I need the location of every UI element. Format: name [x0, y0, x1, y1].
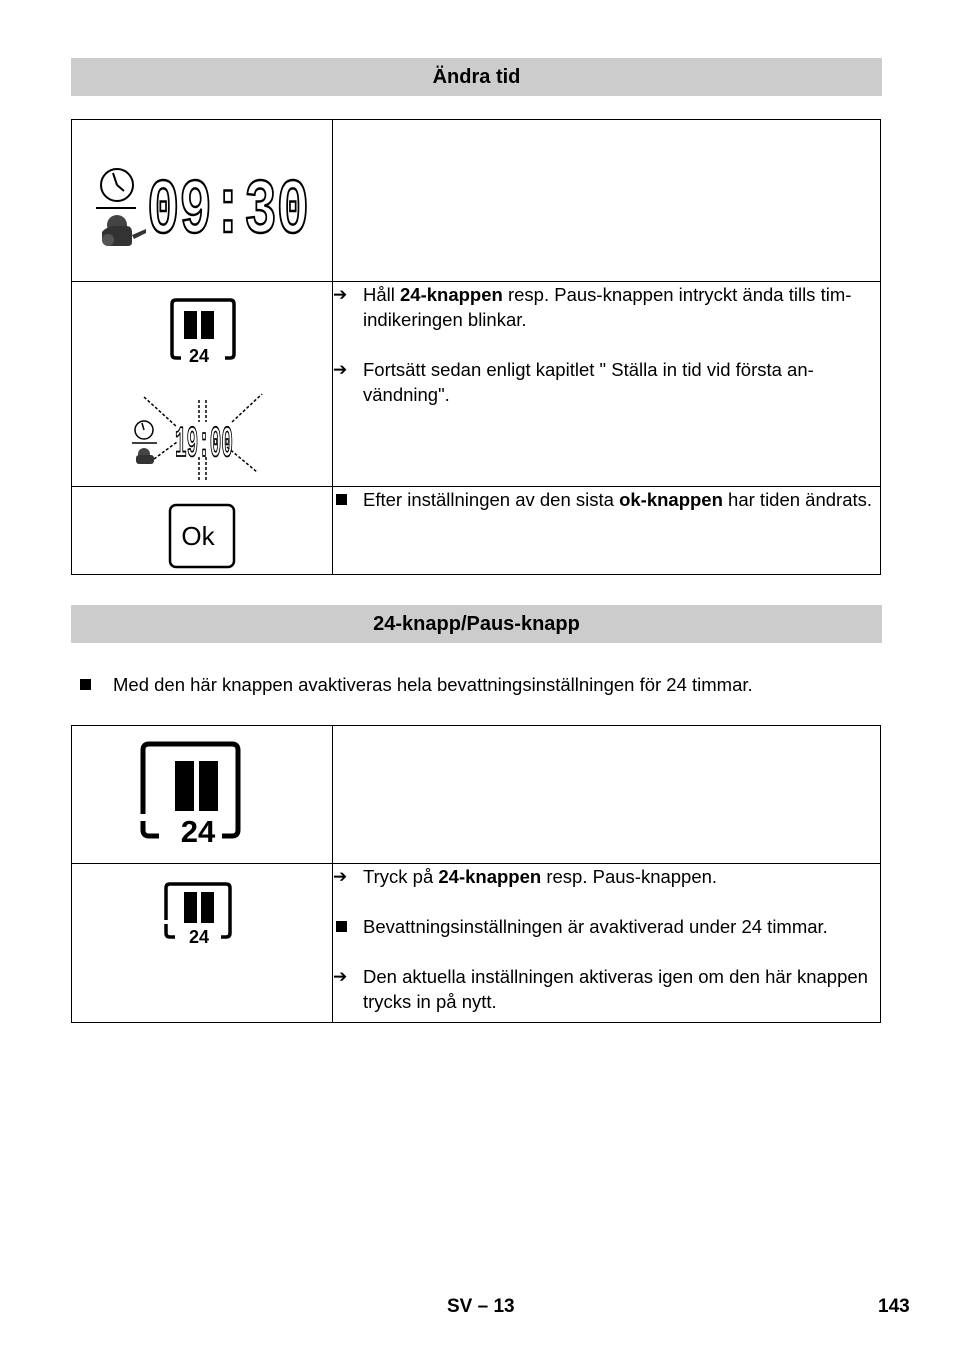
instruction-item: ➔ Fortsätt sedan enligt kapitlet " Ställa in tid vid första an-vändning". [333, 359, 814, 405]
arrow-right-icon: ➔ [333, 360, 348, 379]
small-pause-24-button [72, 864, 332, 1023]
result-cell [333, 487, 881, 575]
large-pause-bar-left [175, 761, 194, 811]
intro-line: Med den här knappen avaktiveras hela bevattningsinställningen för 24 timmar. [71, 672, 882, 697]
time-display-illustration [72, 120, 332, 280]
instruction-item: ➔ Håll 24-knappen resp. Paus-knappen intryckt ända tills tim-indikeringen blinkar. [333, 284, 852, 330]
section-heading-pause-button: 24-knapp/Paus-knapp [71, 605, 882, 643]
pause-instructions-cell [333, 864, 881, 1023]
watering-can-icon [102, 215, 146, 246]
small-watering-can-icon [136, 448, 154, 464]
square-bullet-icon [333, 487, 363, 512]
display-cell [72, 120, 333, 282]
empty-text-cell [333, 726, 881, 864]
section-heading-change-time: Ändra tid [71, 58, 882, 96]
small-pause-bar-left [184, 892, 197, 923]
arrow-right-icon: ➔ [333, 285, 348, 304]
change-time-table [71, 119, 881, 575]
small-button-cell [72, 864, 333, 1023]
arrow-right-icon: ➔ [333, 867, 348, 886]
pause-button-table [71, 725, 881, 1023]
ok-button-illustration [72, 487, 332, 575]
large-button-cell [72, 726, 333, 864]
small-button-24-label: 24 [188, 927, 210, 947]
blink-hours: 19:00 [175, 420, 233, 470]
small-clock-icon [135, 421, 153, 439]
instruction-item: ➔ Den aktuella inställningen aktiveras igen om den här knappen trycks in på nytt. [333, 966, 868, 1012]
empty-text-cell [333, 120, 881, 282]
small-pause-bar-right [201, 892, 214, 923]
large-button-24-label: 24 [180, 814, 216, 849]
page-number: 143 [878, 1296, 910, 1317]
time-display-text: 09:30 [147, 168, 309, 256]
square-bullet-icon [71, 672, 113, 697]
ok-button-label: Ok [181, 521, 215, 551]
result-item: Bevattningsinställningen är avaktiverad under 24 timmar. [333, 914, 880, 939]
blinking-hour-display [72, 282, 332, 487]
button-24-label: 24 [188, 346, 210, 366]
result-item: Efter inställningen av den sista ok-knappen har tiden ändrats. [333, 487, 880, 512]
ok-button-cell [72, 487, 333, 575]
large-pause-24-button [72, 726, 332, 864]
button-and-blink-cell [72, 282, 333, 487]
arrow-right-icon: ➔ [333, 967, 348, 986]
instruction-item: ➔ Tryck på 24-knappen resp. Paus-knappen. [333, 866, 718, 887]
page-code: SV – 13 [447, 1296, 515, 1317]
clock-icon [101, 169, 133, 201]
instructions-cell [333, 282, 881, 487]
square-bullet-icon [333, 914, 363, 939]
large-pause-bar-right [199, 761, 218, 811]
